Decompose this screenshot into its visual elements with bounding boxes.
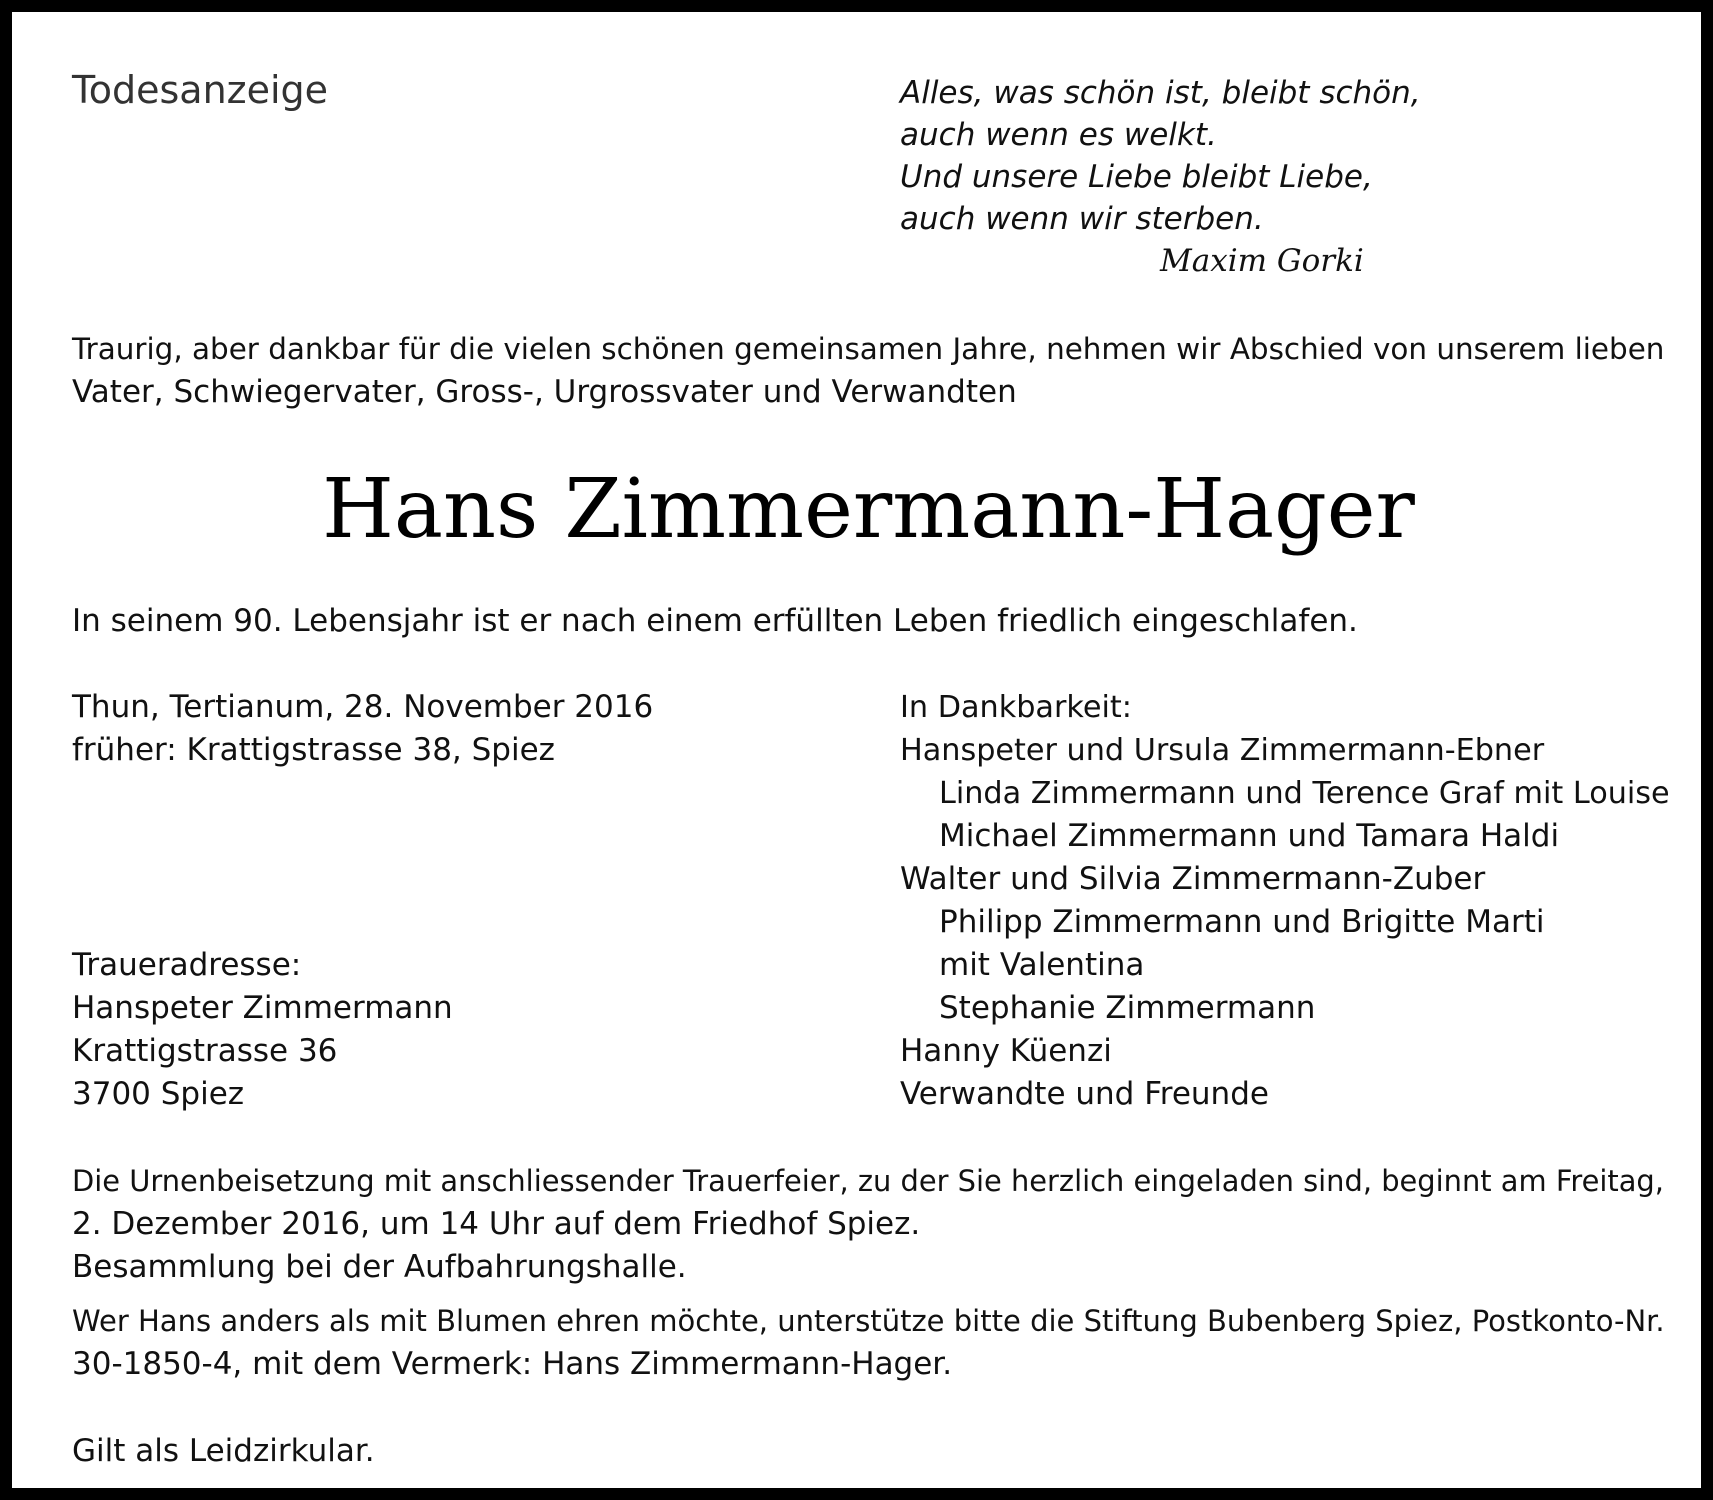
mourner-line: Linda Zimmermann und Terence Graf mit Louise [939, 776, 1670, 811]
quote-line: auch wenn es welkt. [900, 117, 1217, 153]
mourner-line: Verwandte und Freunde [900, 1076, 1269, 1112]
quote-line: Und unsere Liebe bleibt Liebe, [900, 159, 1373, 195]
ceremony-text [72, 1160, 1664, 1289]
address-line: Krattigstrasse 36 [72, 1033, 338, 1069]
notice-type-label: Todesanzeige [72, 68, 329, 112]
quote-block [900, 72, 1421, 240]
address-heading: Traueradresse: [72, 947, 302, 983]
donation-line: 30-1850-4, mit dem Vermerk: Hans Zimmermann-Hager. [72, 1346, 953, 1382]
mourner-line: mit Valentina [939, 947, 1145, 983]
place-date-block [72, 686, 653, 772]
donation-line: Wer Hans anders als mit Blumen ehren möchte, unterstütze bitte die Stiftung Bubenberg Spiez, Postkonto-Nr. [72, 1304, 1665, 1338]
closing-note: Gilt als Leidzirkular. [72, 1433, 375, 1469]
intro-text [72, 328, 1664, 414]
mourning-address-block [72, 944, 453, 1116]
mourner-line: Hanspeter und Ursula Zimmermann-Ebner [900, 733, 1545, 768]
death-statement: In seinem 90. Lebensjahr ist er nach einem erfüllten Leben friedlich eingeschlafen. [72, 603, 1358, 639]
quote-author: Maxim Gorki [1160, 243, 1364, 279]
address-line: Hanspeter Zimmermann [72, 990, 453, 1026]
mourner-line: Walter und Silvia Zimmermann-Zuber [900, 861, 1486, 897]
quote-line: auch wenn wir sterben. [900, 201, 1264, 237]
mourners-heading: In Dankbarkeit: [900, 690, 1132, 725]
donation-text [72, 1300, 1665, 1386]
ceremony-line: Besammlung bei der Aufbahrungshalle. [72, 1249, 687, 1285]
intro-line: Traurig, aber dankbar für die vielen schönen gemeinsamen Jahre, nehmen wir Abschied von unserem lieben [72, 332, 1665, 366]
ceremony-line: 2. Dezember 2016, um 14 Uhr auf dem Friedhof Spiez. [72, 1206, 921, 1242]
mourner-line: Hanny Küenzi [900, 1033, 1112, 1069]
place-date-line: Thun, Tertianum, 28. November 2016 [72, 689, 654, 725]
ceremony-line: Die Urnenbeisetzung mit anschliessender Trauerfeier, zu der Sie herzlich eingeladen sind, beginnt am Freitag, [72, 1164, 1664, 1198]
quote-line: Alles, was schön ist, bleibt schön, [900, 75, 1421, 111]
mourner-line: Philipp Zimmermann und Brigitte Marti [939, 904, 1545, 940]
mourner-line: Stephanie Zimmermann [939, 990, 1316, 1026]
mourner-line: Michael Zimmermann und Tamara Haldi [939, 818, 1560, 854]
deceased-name: Hans Zimmermann-Hager [322, 462, 1415, 557]
intro-line: Vater, Schwiegervater, Gross-, Urgrossvater und Verwandten [72, 374, 1017, 410]
previous-address-line: früher: Krattigstrasse 38, Spiez [72, 732, 555, 768]
address-line: 3700 Spiez [72, 1076, 245, 1112]
mourners-block [900, 686, 1670, 1116]
